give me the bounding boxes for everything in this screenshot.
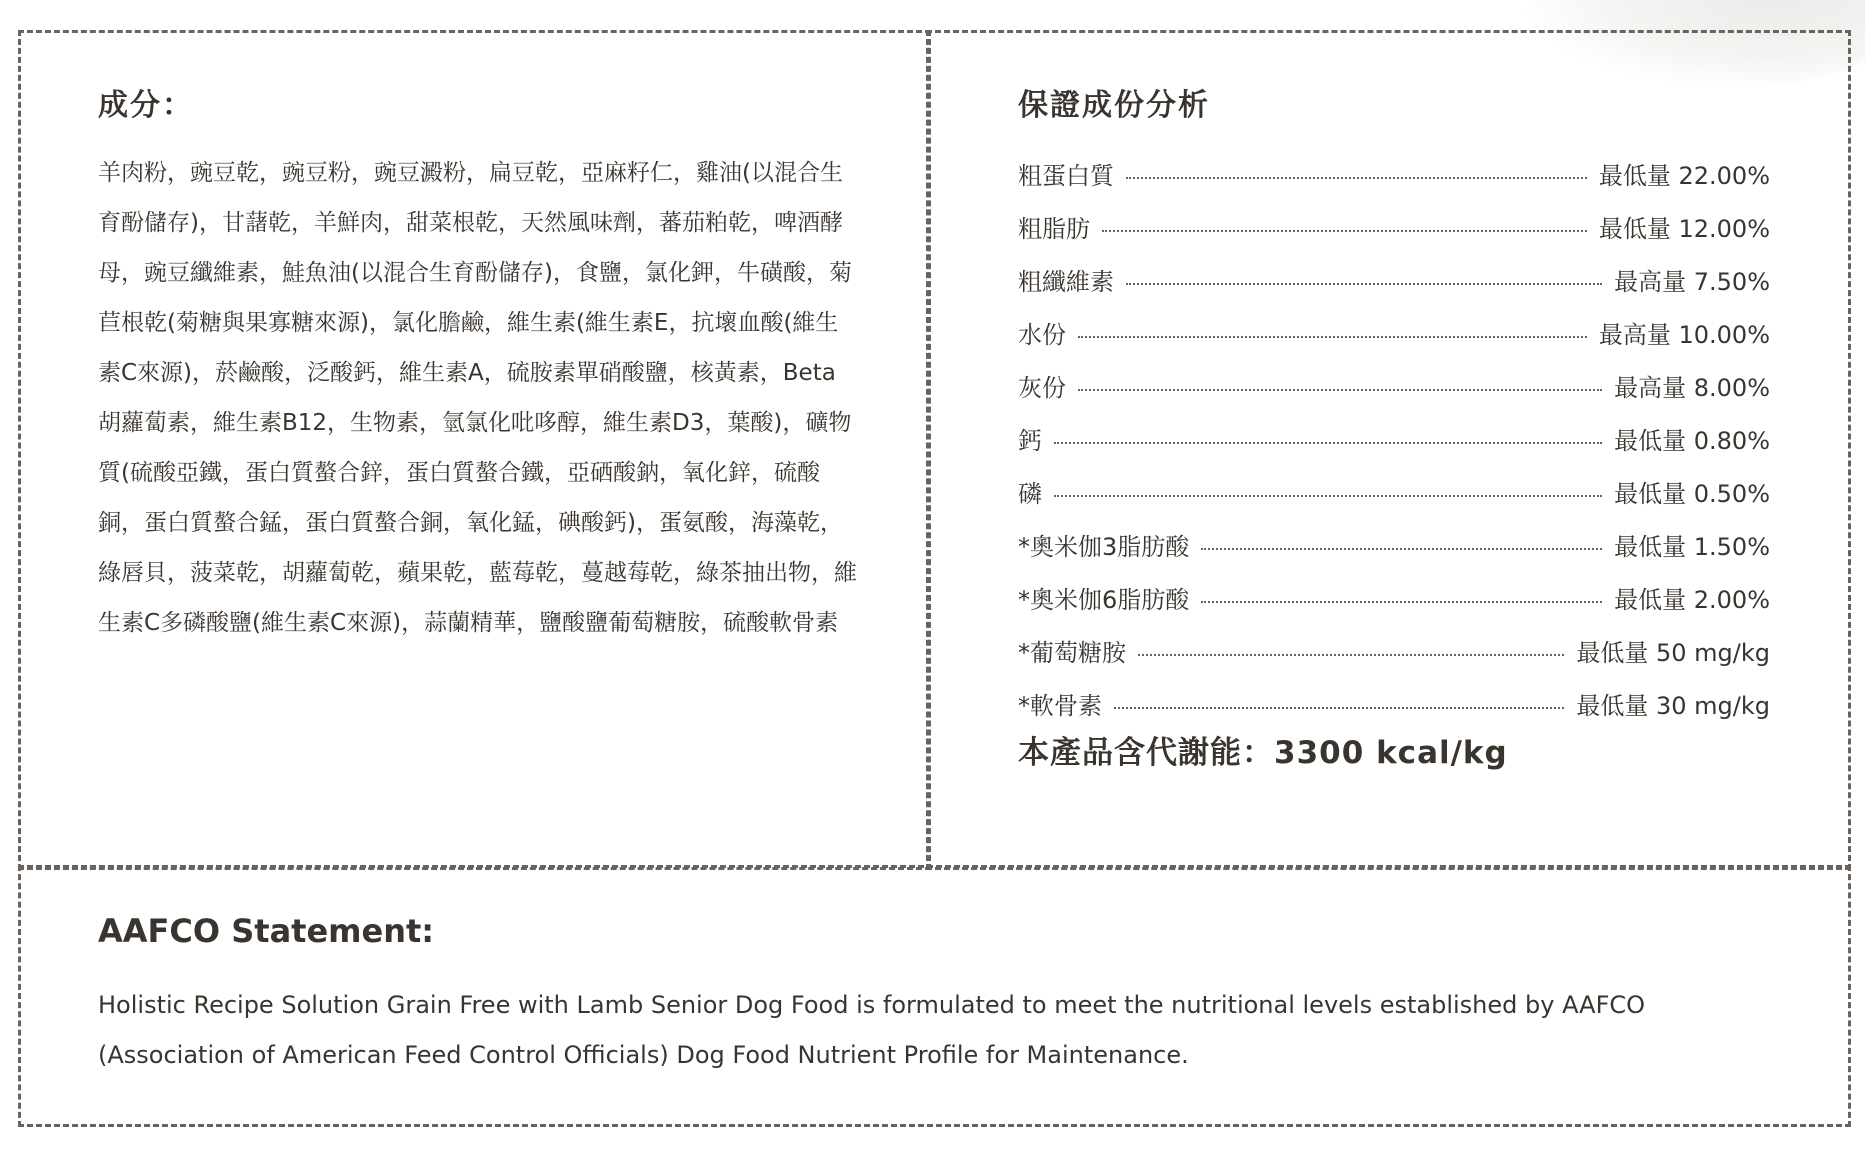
analysis-row-name: 粗脂肪 [1018,215,1090,243]
dotted-leader [1078,336,1587,338]
analysis-row-value: 最低量 12.00% [1598,215,1770,243]
dotted-leader [1054,495,1602,497]
dotted-leader [1126,177,1587,179]
analysis-row-name: 粗蛋白質 [1018,162,1114,190]
analysis-heading: 保證成份分析 [1018,88,1210,123]
analysis-row-value: 最高量 7.50% [1614,268,1770,296]
analysis-row [1018,297,1770,350]
dotted-leader [1201,548,1602,550]
analysis-row [1018,191,1770,244]
analysis-row-value: 最高量 8.00% [1614,374,1770,402]
analysis-row [1018,244,1770,297]
analysis-row-value: 最低量 30 mg/kg [1576,692,1770,720]
analysis-row [1018,350,1770,403]
analysis-row-value: 最低量 0.50% [1614,480,1770,508]
analysis-row-value: 最低量 0.80% [1614,427,1770,455]
analysis-row [1018,403,1770,456]
aafco-statement-text: Holistic Recipe Solution Grain Free with Lamb Senior Dog Food is formulated to meet the nutritional levels established by AAFCO (Association of American Feed Control Officials) Dog Food Nutrient Profile for Maintenance. [98,991,1646,1069]
analysis-row-name: *葡萄糖胺 [1018,639,1126,667]
analysis-row-name: *奧米伽3脂肪酸 [1018,533,1190,561]
dotted-leader [1078,389,1602,391]
ingredients-text: 羊肉粉，豌豆乾，豌豆粉，豌豆澱粉，扁豆乾，亞麻籽仁，雞油(以混合生育酚儲存)，甘藷乾，羊鮮肉，甜菜根乾，天然風味劑，蕃茄粕乾，啤酒酵母，豌豆纖維素，鮭魚油(以混合生育酚儲存)，食鹽，氯化鉀，牛磺酸，菊苣根乾(菊糖與果寡糖來源)，氯化膽鹼，維生素(維生素E，抗壞血酸(維生素C來源)，菸鹼酸，泛酸鈣，維生素A，硫胺素單硝酸鹽，核黃素，Beta胡蘿蔔素，維生素B12，生物素，氫氯化吡哆醇，維生素D3，葉酸)，礦物質(硫酸亞鐵，蛋白質螯合鋅，蛋白質螯合鐵，亞硒酸鈉，氧化鋅，硫酸銅，蛋白質螯合錳，蛋白質螯合銅，氧化錳，碘酸鈣)，蛋氨酸，海藻乾，綠唇貝，菠菜乾，胡蘿蔔乾，蘋果乾，藍莓乾，蔓越莓乾，綠茶抽出物，維生素C多磷酸鹽(維生素C來源)，蒜蘭精華，鹽酸鹽葡萄糖胺，硫酸軟骨素 [98,160,857,636]
metabolizable-energy: 本產品含代謝能：3300 kcal/kg [1018,735,1508,771]
analysis-row-value: 最低量 1.50% [1614,533,1770,561]
dotted-leader [1138,654,1564,656]
analysis-row-value: 最高量 10.00% [1598,321,1770,349]
analysis-row-name: 粗纖維素 [1018,268,1114,296]
guaranteed-analysis-list [1018,138,1770,721]
ingredients-heading: 成分： [98,88,194,123]
aafco-heading: AAFCO Statement: [98,912,435,950]
analysis-row [1018,509,1770,562]
analysis-row-name: *奧米伽6脂肪酸 [1018,586,1190,614]
dotted-leader [1102,230,1587,232]
analysis-row-name: 鈣 [1018,427,1042,455]
analysis-row-value: 最低量 50 mg/kg [1576,639,1770,667]
dotted-leader [1126,283,1602,285]
dotted-leader [1201,601,1602,603]
analysis-row-name: 水份 [1018,321,1066,349]
analysis-row [1018,615,1770,668]
dotted-leader [1054,442,1602,444]
analysis-row-name: 磷 [1018,480,1042,508]
analysis-row-name: *軟骨素 [1018,692,1102,720]
dotted-leader [1114,707,1564,709]
analysis-row-value: 最低量 22.00% [1598,162,1770,190]
analysis-row [1018,562,1770,615]
analysis-row-name: 灰份 [1018,374,1066,402]
analysis-row-value: 最低量 2.00% [1614,586,1770,614]
analysis-row [1018,138,1770,191]
analysis-row [1018,668,1770,721]
analysis-row [1018,456,1770,509]
